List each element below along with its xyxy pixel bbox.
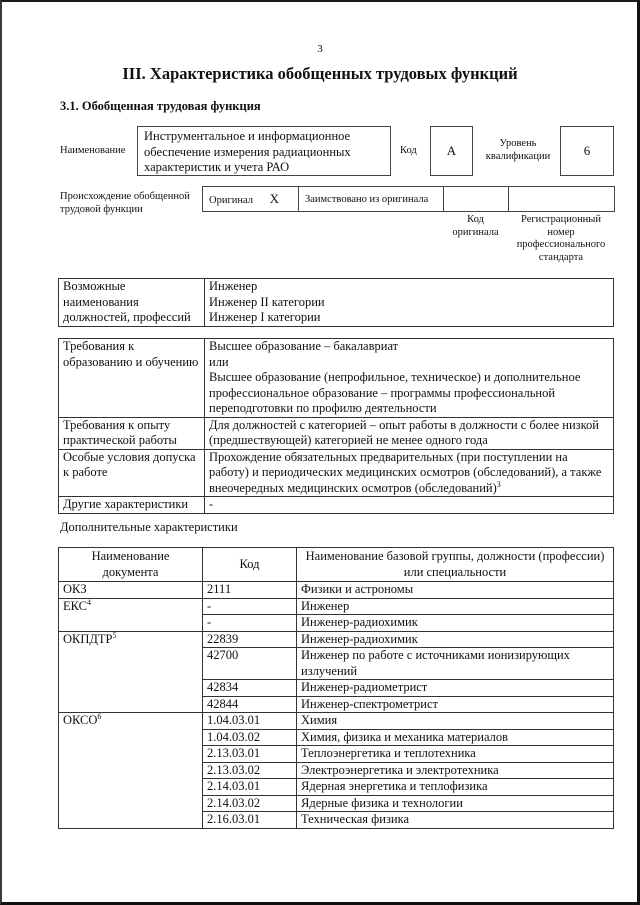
requirements-table (58, 338, 614, 514)
doc-name: ОКСО (63, 713, 98, 727)
origin-code-cell (444, 187, 509, 212)
name-cell: Инженер-радиохимик (297, 615, 614, 632)
function-name-label: Наименование (60, 145, 126, 156)
name-cell: Инженер-радиохимик (297, 631, 614, 648)
requirement-value: - (205, 497, 614, 514)
origin-original-cell (203, 187, 299, 212)
requirement-label: Особые условия допуска к работе (59, 449, 205, 497)
name-cell: Ядерные физика и технологии (297, 795, 614, 812)
requirement-label: Требования к опыту практической работы (59, 417, 205, 449)
name-cell: Теплоэнергетика и теплотехника (297, 746, 614, 763)
name-cell: Физики и астрономы (297, 582, 614, 599)
header-code: Код (203, 548, 297, 582)
section-title: III. Характеристика обобщенных трудовых функций (122, 64, 518, 83)
name-cell: Инженер (297, 598, 614, 615)
code-cell: 42834 (203, 680, 297, 697)
code-cell: 1.04.03.02 (203, 729, 297, 746)
requirement-label: Другие характеристики (59, 497, 205, 514)
code-cell: 1.04.03.01 (203, 713, 297, 730)
origin-label: Происхождение обобщенной трудовой функции (60, 191, 190, 215)
origin-original-mark: X (269, 191, 280, 206)
requirement-value: Для должностей с категорией – опыт работы в должности с более низкой (предшествующей) категорией не менее одного года (205, 417, 614, 449)
function-code-label: Код (400, 145, 417, 156)
position-item: Инженер (209, 279, 258, 293)
requirement-row-special-conditions (59, 449, 614, 497)
doc-cell (59, 713, 203, 829)
name-cell: Инженер-радиометрист (297, 680, 614, 697)
qualification-level-label: Уровень квалификации (485, 138, 551, 162)
doc-cell (59, 582, 203, 599)
doc-cell (59, 631, 203, 713)
requirement-label: Требования к образованию и обучению (59, 339, 205, 418)
additional-title: Дополнительные характеристики (60, 520, 238, 534)
name-cell: Техническая физика (297, 812, 614, 829)
code-cell: 42700 (203, 648, 297, 680)
code-cell: 2.14.03.02 (203, 795, 297, 812)
requirement-line: Высшее образование – бакалавриат (209, 339, 399, 353)
name-cell: Инженер-спектрометрист (297, 696, 614, 713)
table-row (59, 582, 614, 599)
footnote-ref[interactable]: 6 (97, 711, 102, 721)
table-row (59, 598, 614, 615)
footnote-ref[interactable]: 3 (496, 479, 501, 489)
doc-cell (59, 598, 203, 631)
code-cell: 2.14.03.01 (203, 779, 297, 796)
function-name-value: Инструментальное и информационное обеспечение измерения радиационных характеристик и учета РАО (137, 126, 391, 176)
table-row (59, 713, 614, 730)
position-item: Инженер I категории (209, 310, 321, 324)
doc-name: ЕКС (63, 598, 87, 613)
page-number: 3 (317, 43, 323, 55)
origin-table (202, 186, 615, 212)
additional-table (58, 547, 614, 829)
code-cell: 22839 (203, 631, 297, 648)
code-cell: 42844 (203, 696, 297, 713)
name-cell: Химия, физика и механика материалов (297, 729, 614, 746)
positions-label: Возможные наименования должностей, профессий (59, 279, 205, 327)
name-cell: Химия (297, 713, 614, 730)
doc-name: ОКЗ (63, 582, 87, 596)
requirement-line: Прохождение обязательных предварительных (при поступлении на работу) и периодических медицинских осмотров (обследований), а также внеочередных медицинских осмотров (обследований) (209, 449, 602, 495)
requirement-value (205, 449, 614, 497)
code-cell: 2111 (203, 582, 297, 599)
name-cell: Электроэнергетика и электротехника (297, 762, 614, 779)
additional-header-row (59, 548, 614, 582)
name-cell: Ядерная энергетика и теплофизика (297, 779, 614, 796)
name-cell: Инженер по работе с источниками ионизирующих излучений (297, 648, 614, 680)
origin-original-label: Оригинал (209, 195, 253, 206)
requirement-line: или (209, 354, 229, 369)
code-cell: - (203, 598, 297, 615)
code-cell: 2.13.03.01 (203, 746, 297, 763)
doc-name: ОКПДТР (63, 631, 113, 646)
requirement-row-experience (59, 417, 614, 449)
header-document: Наименование документа (59, 548, 203, 582)
registration-number-caption: Регистрационный номер профессионального стандарта (516, 214, 606, 263)
table-row (59, 631, 614, 648)
subsection-title: 3.1. Обобщенная трудовая функция (60, 99, 261, 113)
positions-table (58, 278, 614, 327)
header-name: Наименование базовой группы, должности (профессии) или специальности (297, 548, 614, 582)
origin-registration-cell (509, 187, 615, 212)
position-item: Инженер II категории (209, 294, 325, 309)
requirement-line: Высшее образование (непрофильное, техническое) и дополнительное профессиональное образование – программы профессиональной переподготовки по профилю деятельности (209, 370, 581, 415)
footnote-ref[interactable]: 5 (112, 630, 117, 640)
requirement-row-other (59, 497, 614, 514)
origin-borrowed-label: Заимствовано из оригинала (299, 187, 444, 212)
original-code-caption: Код оригинала (452, 214, 499, 238)
footnote-ref[interactable]: 4 (87, 597, 91, 607)
code-cell: 2.16.03.01 (203, 812, 297, 829)
code-cell: - (203, 615, 297, 632)
positions-values (205, 279, 614, 327)
function-code-value: А (430, 126, 473, 176)
qualification-level-value: 6 (560, 126, 614, 176)
requirement-row-education (59, 339, 614, 418)
requirement-value (205, 339, 614, 418)
code-cell: 2.13.03.02 (203, 762, 297, 779)
